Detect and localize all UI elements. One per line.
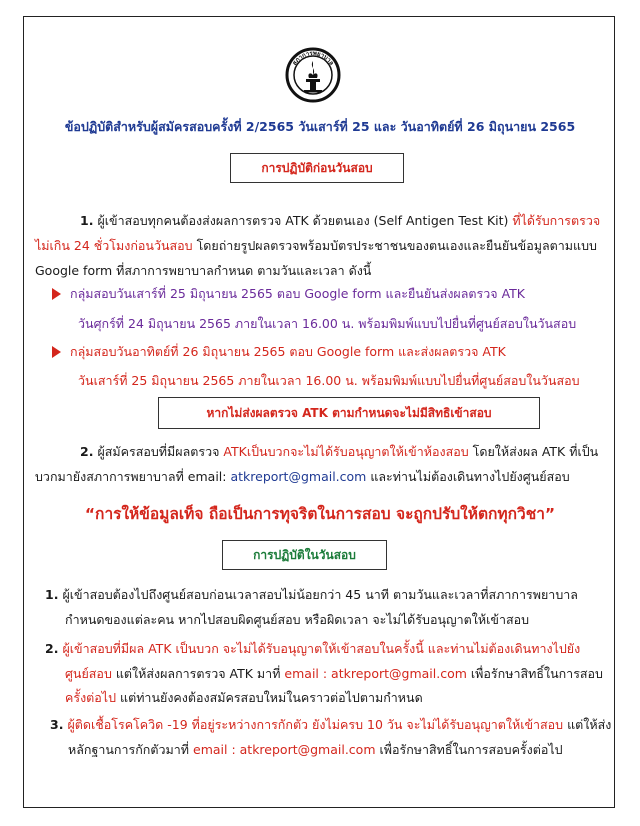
fraud-statement: “การให้ข้อมูลเท็จ ถือเป็นการทุจริตในการสอบ จะถูกปรับให้ตกทุกวิชา”	[84, 505, 556, 523]
item-number: 1.	[80, 213, 94, 228]
item-number: 1.	[45, 587, 59, 602]
email-link[interactable]: email : atkreport@gmail.com	[193, 742, 376, 757]
section-heading-exam-day: การปฏิบัติในวันสอบ	[222, 540, 387, 570]
saturday-group-line1: กลุ่มสอบวันเสาร์ที่ 25 มิถุนายน 2565 ตอบ Google form และยืนยันส่งผลตรวจ ATK	[70, 286, 525, 301]
item-number: 2.	[45, 641, 59, 656]
during-item1-line1: 1. ผู้เข้าสอบต้องไปถึงศูนย์สอบก่อนเวลาสอบไม่น้อยกว่า 45 นาที ตามวันและเวลาที่สภาการพยาบาล	[45, 587, 578, 602]
nursing-council-seal-logo	[285, 47, 341, 103]
item-number: 3.	[50, 717, 64, 732]
during-item2-line2: ศูนย์สอบ แต่ให้ส่งผลการตรวจ ATK มาที่ email : atkreport@gmail.com เพื่อรักษาสิทธิ์ในการสอบ	[65, 666, 603, 681]
section-heading-before-exam: การปฏิบัติก่อนวันสอบ	[230, 153, 404, 183]
saturday-group-line2: วันศุกร์ที่ 24 มิถุนายน 2565 ภายในเวลา 16.00 น. พร้อมพิมพ์แบบไปยื่นที่ศูนย์สอบในวันสอบ	[78, 316, 577, 331]
during-item2-line3: ครั้งต่อไป แต่ท่านยังคงต้องสมัครสอบใหม่ในคราวต่อไปตามกำหนด	[65, 690, 423, 705]
sunday-group-line1: กลุ่มสอบวันอาทิตย์ที่ 26 มิถุนายน 2565 ตอบ Google form และส่งผลตรวจ ATK	[70, 344, 506, 359]
email-link[interactable]: email : atkreport@gmail.com	[284, 666, 467, 681]
arrow-bullet-icon	[52, 346, 61, 358]
arrow-bullet-icon	[52, 288, 61, 300]
before-item2-line1: 2. ผู้สมัครสอบที่มีผลตรวจ ATKเป็นบวกจะไม่ได้รับอนุญาตให้เข้าห้องสอบ โดยให้ส่งผล ATK ที่เป็น	[80, 444, 599, 459]
during-item3-line2: หลักฐานการกักตัวมาที่ email : atkreport@gmail.com เพื่อรักษาสิทธิ์ในการสอบครั้งต่อไป	[68, 742, 563, 757]
item-number: 2.	[80, 444, 94, 459]
before-item1-line3: Google form ที่สภาการพยาบาลกำหนด ตามวันและเวลา ดังนี้	[35, 263, 372, 278]
before-item2-line2: บวกมายังสภาการพยาบาลที่ email: atkreport@gmail.com และท่านไม่ต้องเดินทางไปยังศูนย์สอบ	[35, 469, 570, 484]
sunday-group-line2: วันเสาร์ที่ 25 มิถุนายน 2565 ภายในเวลา 16.00 น. พร้อมพิมพ์แบบไปยื่นที่ศูนย์สอบในวันสอบ	[78, 373, 580, 388]
during-item2-line1: 2. ผู้เข้าสอบที่มีผล ATK เป็นบวก จะไม่ได้รับอนุญาตให้เข้าสอบในครั้งนี้ และท่านไม่ต้องเดินทางไปยัง	[45, 641, 581, 656]
atk-warning-box: หากไม่ส่งผลตรวจ ATK ตามกำหนดจะไม่มีสิทธิเข้าสอบ	[158, 397, 540, 429]
email-link[interactable]: atkreport@gmail.com	[230, 469, 367, 484]
seal-text: สภาการพยาบาล	[291, 49, 335, 67]
before-item1-line1: 1. ผู้เข้าสอบทุกคนต้องส่งผลการตรวจ ATK ด้วยตนเอง (Self Antigen Test Kit) ที่ได้รับการตรวจ	[80, 213, 601, 228]
during-item1-line2: กำหนดของแต่ละคน หากไปสอบผิดศูนย์สอบ หรือผิดเวลา จะไม่ได้รับอนุญาตให้เข้าสอบ	[65, 612, 530, 627]
during-item3-line1: 3. ผู้ติดเชื้อโรคโควิด -19 ที่อยู่ระหว่างการกักตัว ยังไม่ครบ 10 วัน จะไม่ได้รับอนุญาตให้เข้าสอบ แต่ให้ส่ง	[50, 717, 612, 732]
document-title: ข้อปฏิบัติสำหรับผู้สมัครสอบครั้งที่ 2/2565 วันเสาร์ที่ 25 และ วันอาทิตย์ที่ 26 มิถุนายน 2565	[64, 119, 576, 134]
before-item1-line2: ไม่เกิน 24 ชั่วโมงก่อนวันสอบ โดยถ่ายรูปผลตรวจพร้อมบัตรประชาชนของตนเองและยืนยันข้อมูลตามแบบ	[35, 238, 597, 253]
